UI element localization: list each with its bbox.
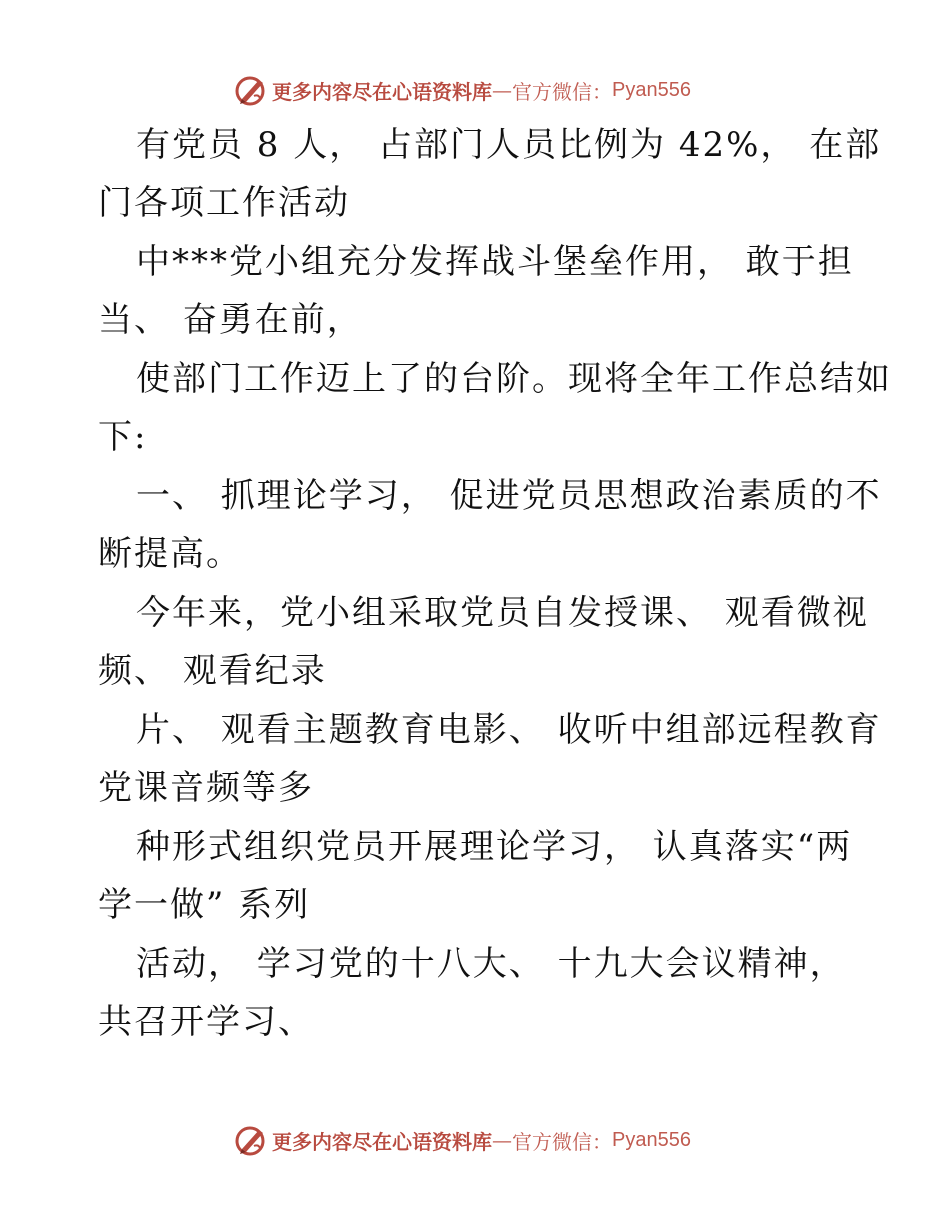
- body-line: 下:: [98, 417, 148, 457]
- body-line: 片、 观看主题教育电影、 收听中组部远程教育: [136, 710, 882, 750]
- body-line: 断提高。: [98, 534, 242, 574]
- body-line: 有党员 8 人， 占部门人员比例为 42%， 在部: [136, 125, 882, 165]
- banner-wechat-label: 官方微信：: [512, 79, 612, 104]
- body-line: 共召开学习、: [98, 1002, 314, 1042]
- body-line: 使部门工作迈上了的台阶。现将全年工作总结如: [136, 359, 892, 399]
- body-line: 频、 观看纪录: [98, 651, 327, 691]
- body-line: 学一做” 系列: [98, 885, 311, 925]
- banner-dash: —: [492, 78, 512, 102]
- banner-wechat-id: Pyan556: [612, 78, 691, 101]
- body-line: 党课音频等多: [98, 768, 314, 808]
- banner-wechat-label: 官方微信：: [512, 1129, 612, 1154]
- body-line: 一、 抓理论学习， 促进党员思想政治素质的不: [136, 476, 882, 516]
- pen-logo-icon: [232, 72, 268, 108]
- banner-site-text: 更多内容尽在心语资料库: [272, 79, 492, 104]
- body-line: 中***党小组充分发挥战斗堡垒作用， 敢于担: [136, 242, 854, 282]
- pen-logo-icon: [232, 1122, 268, 1158]
- banner-wechat-id: Pyan556: [612, 1128, 691, 1151]
- body-line: 种形式组织党员开展理论学习， 认真落实“两: [136, 827, 853, 867]
- body-line: 门各项工作活动: [98, 183, 350, 223]
- body-line: 当、 奋勇在前，: [98, 300, 363, 340]
- footer-banner: [232, 1120, 691, 1160]
- banner-site-text: 更多内容尽在心语资料库: [272, 1129, 492, 1154]
- header-banner: [232, 70, 691, 110]
- banner-dash: —: [492, 1128, 512, 1152]
- body-line: 今年来，党小组采取党员自发授课、 观看微视: [136, 593, 869, 633]
- body-line: 活动， 学习党的十八大、 十九大会议精神，: [136, 944, 846, 984]
